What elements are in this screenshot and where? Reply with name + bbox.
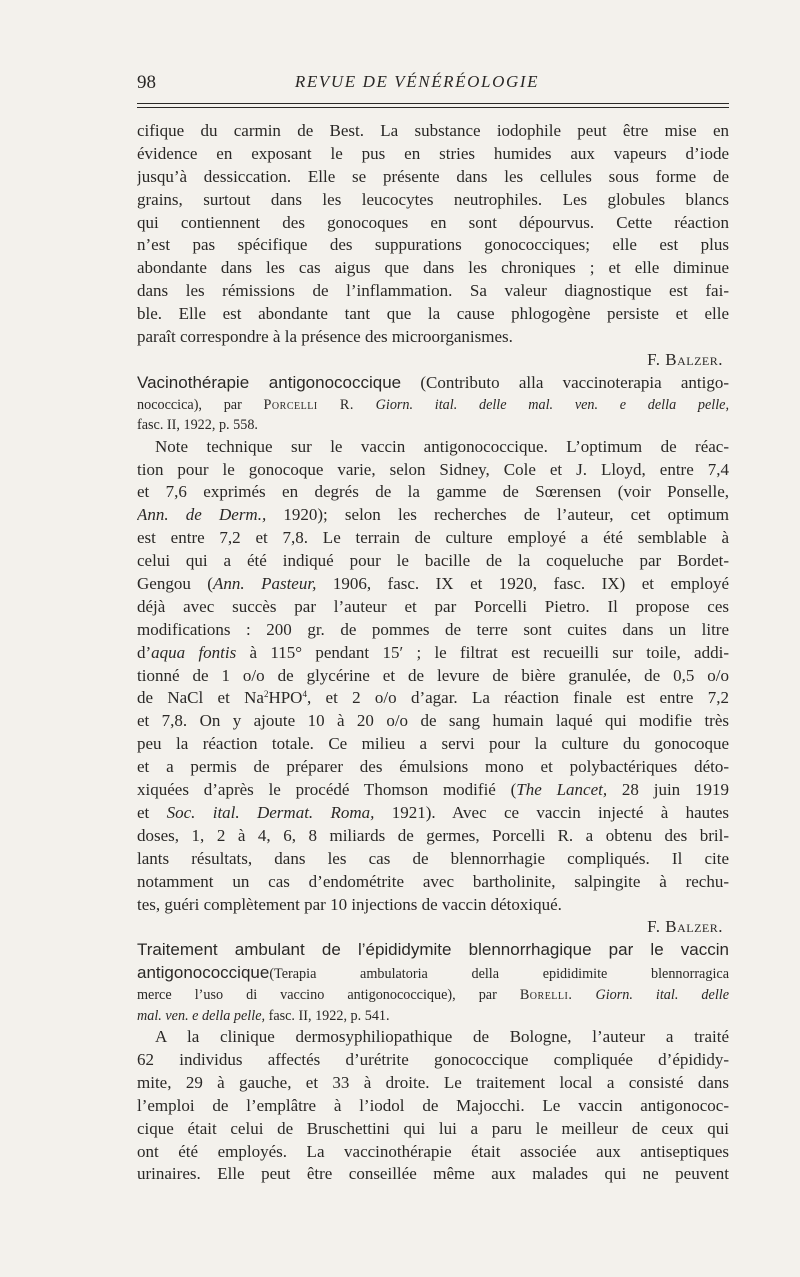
article-reference: (Contributo alla vaccinoterapia antigo-	[420, 372, 729, 392]
text-line: mite, 29 à gauche, et 33 à droite. Le traitement local a consisté dans	[137, 1072, 729, 1092]
article-reference-line: merce l’uso di vaccino antigonococcique), par Borelli. Giorn. ital. delle	[137, 987, 729, 1004]
text-line: et 7,8. On y ajoute 10 à 20 o/o de sang humain laqué qui modifie très	[137, 711, 729, 731]
text-line: A la clinique dermosyphiliopathique de Bologne, l’auteur a traité	[155, 1027, 729, 1047]
reference-author: Borelli.	[519, 987, 573, 1004]
text-line: et Soc. ital. Dermat. Roma, 1921). Avec ce vaccin injecté à hautes	[137, 802, 729, 822]
text-line: déjà avec succès par l’auteur et par Porcelli Pietro. Il propose ces	[137, 596, 729, 616]
text-line: tion pour le gonocoque varie, selon Sidney, Cole et J. Lloyd, entre 7,4	[137, 459, 729, 479]
reference-author: Porcelli R.	[263, 396, 354, 413]
text-line: grains, surtout dans les leucocytes neutrophiles. Les globules blancs	[137, 189, 729, 209]
text-line: ble. Elle est abondante tant que la cause phlogogène persiste et elle	[137, 304, 729, 324]
article-traitement-ambulant	[137, 939, 729, 1186]
article-title-line	[137, 962, 729, 985]
text-line: et 7,6 exprimés en degrés de la gamme de Sœrensen (voir Ponselle,	[137, 482, 729, 502]
article-title-line	[137, 372, 729, 395]
text-line: xiquées d’après le procédé Thomson modifié (The Lancet, 28 juin 1919	[137, 780, 729, 800]
article-reference-line: mal. ven. e della pelle, fasc. II, 1922, p. 541.	[137, 1007, 390, 1024]
text-line: jusqu’à dessiccation. Elle se présente dans les cellules sous forme de	[137, 166, 729, 186]
text-line: évidence en exposant le pus en stries humides aux vapeurs d’iode	[137, 143, 729, 163]
text-line: abondante dans les cas aigus que dans les chroniques ; et elle diminue	[137, 258, 729, 278]
text-line: et a permis de préparer des émulsions mono et polybactériques déto-	[137, 757, 729, 777]
text-line: Ann. de Derm., 1920); selon les recherches de l’auteur, cet optimum	[137, 505, 729, 525]
text-line: tes, guéri complètement par 10 injections de vaccin détoxiqué.	[137, 894, 562, 914]
header-rule-thin	[137, 107, 729, 108]
text-line: lants résultats, dans les cas de blennorrhagie compliqués. Il cite	[137, 848, 729, 868]
text-line: de NaCl et Na$^2$HPO$^4$, et 2 o/o d’agar. La réaction finale est entre 7,2	[137, 688, 729, 708]
article-vacinotherapie	[137, 372, 729, 939]
page-number: 98	[137, 72, 156, 93]
text-line: d’aqua fontis à 115° pendant 15′ ; le filtrat est recueilli sur toile, addi-	[137, 642, 729, 662]
article-title: Vacinothérapie antigonococcique	[137, 372, 402, 392]
text-line: est entre 7,2 et 7,8. Le terrain de culture employé a été semblable à	[137, 528, 729, 548]
text-line: l’emploi de l’emplâtre à l’iodol de Majocchi. Le vaccin antigonococ-	[137, 1095, 729, 1115]
article-body	[137, 120, 729, 1186]
text-line: notamment un cas d’endométrite avec bartholinite, salpingite à rechu-	[137, 871, 729, 891]
reference-journal: Giorn. ital. delle mal. ven. e della pelle,	[375, 396, 729, 413]
text-line: peu la réaction totale. Ce milieu a servi pour la culture du gonocoque	[137, 734, 729, 754]
article-reference-line: fasc. II, 1922, p. 558.	[137, 417, 258, 434]
text-line: 62 individus affectés d’urétrite gonococcique compliquée d’épididy-	[137, 1049, 729, 1069]
text-line: modifications : 200 gr. de pommes de terre sont cuites dans un litre	[137, 619, 729, 639]
page-header	[137, 72, 729, 102]
continued-paragraph	[137, 120, 729, 372]
text-line: celui qui a été indiqué pour le bacille de la coqueluche par Bordet-	[137, 551, 729, 571]
text-line: tionné de 1 o/o de glycérine et de levure de bière granulée, de 0,5 o/o	[137, 665, 729, 685]
header-rule-thick	[137, 103, 729, 104]
article-reference: (Terapia ambulatoria della epididimite blennorragica	[269, 966, 729, 983]
article-reference-line: nococcica), par Porcelli R. Giorn. ital. delle mal. ven. e della pelle,	[137, 396, 729, 413]
running-title: REVUE DE VÉNÉRÉOLOGIE	[294, 72, 540, 91]
text-line: cifique du carmin de Best. La substance iodophile peut être mise en	[137, 121, 729, 140]
text-line: dans les rémissions de l’inflammation. Sa valeur diagnostique est fai-	[137, 281, 729, 301]
article-title-cont: antigonococcique	[137, 963, 270, 983]
text-line: urinaires. Elle peut être conseillée même aux malades qui ne peuvent	[137, 1164, 729, 1184]
article-title: Traitement ambulant de l’épididymite blennorrhagique par le vaccin	[137, 940, 729, 960]
author-signature: F. Balzer.	[647, 349, 723, 369]
reference-journal: Giorn. ital. delle	[572, 987, 729, 1004]
text-line: Note technique sur le vaccin antigonococcique. L’optimum de réac-	[155, 436, 729, 456]
text-line: ont été employés. La vaccinothérapie était associée aux antiseptiques	[137, 1141, 729, 1161]
author-signature: F. Balzer.	[647, 917, 723, 937]
text-line: Gengou (Ann. Pasteur, 1906, fasc. IX et 1920, fasc. IX) et employé	[137, 574, 729, 594]
text-line: doses, 1, 2 à 4, 6, 8 miliards de germes, Porcelli R. a obtenu des bril-	[137, 825, 729, 845]
text-line: qui contiennent des gonocoques en sont dépourvus. Cette réaction	[137, 212, 729, 232]
text-line: cique était celui de Bruschettini qui lui a paru le meilleur de ceux qui	[137, 1118, 729, 1138]
text-line: paraît correspondre à la présence des microorganismes.	[137, 327, 513, 347]
text-line: n’est pas spécifique des suppurations gonococciques; elle est plus	[137, 235, 729, 255]
